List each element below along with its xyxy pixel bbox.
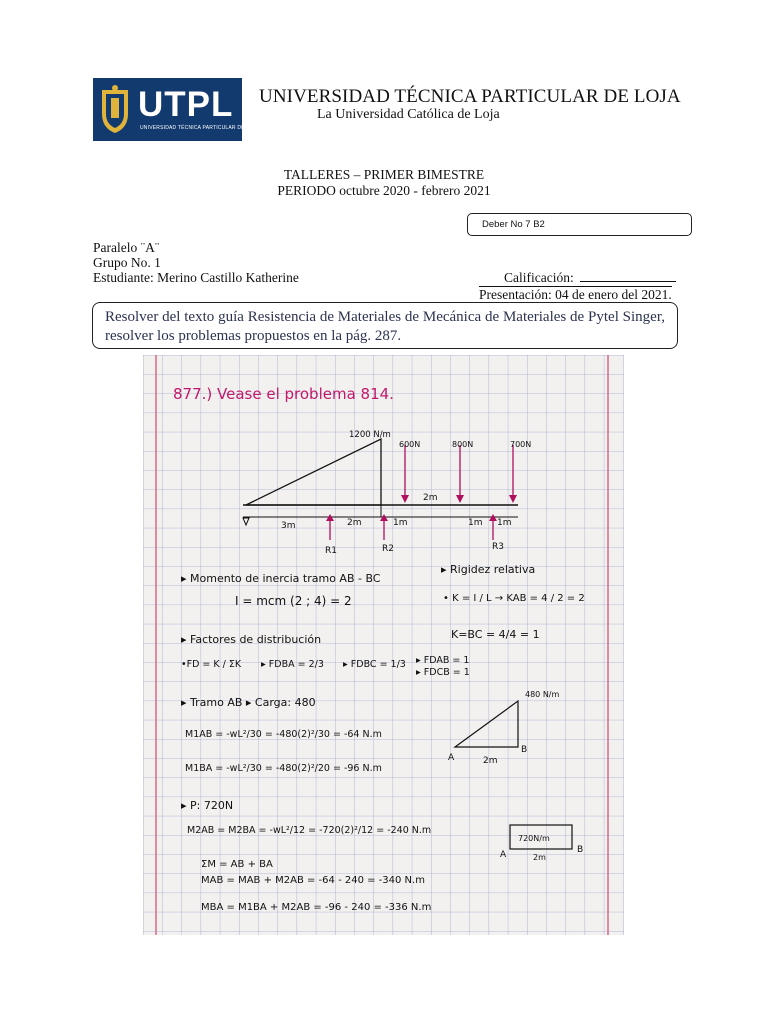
group-line: Grupo No. 1 xyxy=(93,255,161,270)
hw-eq-fd: •FD = K / ΣK xyxy=(181,659,242,670)
assignment-box xyxy=(467,213,692,236)
utpl-logo xyxy=(93,78,260,141)
hw-eq-fdba: ▸ FDBA = 2/3 xyxy=(261,659,324,670)
notebook-page-drawing xyxy=(143,355,624,935)
hw-eq-fdab: ▸ FDAB = 1 xyxy=(416,655,470,666)
hw-dim-2m-top: 2m xyxy=(423,493,438,503)
hw-r2: R2 xyxy=(382,544,394,554)
hw-load-max: 1200 N/m xyxy=(349,430,391,440)
handwritten-solution-photo xyxy=(143,355,624,935)
student-line: Estudiante: Merino Castillo Katherine xyxy=(93,270,299,285)
hw-p3: 700N xyxy=(510,440,532,449)
hw-heading-p: ▸ P: 720N xyxy=(181,799,234,812)
hw-tri-b: B xyxy=(521,745,528,755)
hw-tri-a: A xyxy=(448,753,455,763)
hw-heading-factores: ▸ Factores de distribución xyxy=(181,633,322,646)
hw-eq-mba: MBA = M1BA + M2AB = -96 - 240 = -336 N.m xyxy=(201,902,432,913)
hw-dim-1m-b: 1m xyxy=(468,518,483,528)
hw-p1: 600N xyxy=(399,440,421,449)
hw-eq-kbc: K=BC = 4/4 = 1 xyxy=(451,628,540,641)
hw-eq-fdcb: ▸ FDCB = 1 xyxy=(416,667,470,678)
hw-dim-1m-a: 1m xyxy=(393,518,408,528)
hw-problem-title: 877.) Vease el problema 814. xyxy=(173,385,394,403)
grade-label: Calificación: xyxy=(504,270,574,285)
hw-eq-k1: • K = I / L → KAB = 4 / 2 = 2 xyxy=(443,593,585,604)
university-name: UNIVERSIDAD TÉCNICA PARTICULAR DE LOJA xyxy=(259,86,681,107)
hw-r3: R3 xyxy=(492,542,504,552)
hw-eq-m1ba: M1BA = -wL²/30 = -480(2)²/20 = -96 N.m xyxy=(185,763,382,774)
hw-eq-m1ab: M1AB = -wL²/30 = -480(2)²/30 = -64 N.m xyxy=(185,729,382,740)
hw-tri-load: 480 N/m xyxy=(525,690,560,699)
hw-rect-load: 720N/m xyxy=(518,834,550,843)
grade-blank-line xyxy=(580,271,676,282)
hw-heading-moment: ▸ Momento de inercia tramo AB - BC xyxy=(181,572,381,585)
hw-dim-2m: 2m xyxy=(347,518,362,528)
instructions-box xyxy=(92,302,678,349)
hw-rect-len: 2m xyxy=(533,853,546,862)
hw-r1: R1 xyxy=(325,546,337,556)
logo-brand-subtext: UNIVERSIDAD TÉCNICA PARTICULAR DE LOJA xyxy=(140,125,260,131)
hw-rect-a: A xyxy=(500,850,507,860)
instructions-text: Resolver del texto guía Resistencia de Materiales de Mecánica de Materiales de Pytel Singer, resolver los problemas propuestos en la pág. 287. xyxy=(105,309,665,344)
parallel-line: Paralelo ¨A¨ xyxy=(93,240,160,255)
workshop-title: TALLERES – PRIMER BIMESTRE xyxy=(283,167,485,182)
logo-brand-text: UTPL xyxy=(138,85,234,124)
grade-field xyxy=(504,270,676,286)
university-subtitle: La Universidad Católica de Loja xyxy=(317,107,500,122)
hw-eq-inertia: I = mcm (2 ; 4) = 2 xyxy=(235,594,352,608)
hw-heading-tramo: ▸ Tramo AB ▸ Carga: 480 xyxy=(181,696,316,709)
period-line: PERIODO octubre 2020 - febrero 2021 xyxy=(277,183,491,198)
hw-rect-b: B xyxy=(577,845,584,855)
hw-tri-len: 2m xyxy=(483,756,498,766)
hw-dim-3m: 3m xyxy=(281,521,296,531)
presentation-date: Presentación: 04 de enero del 2021. xyxy=(479,287,672,302)
shield-crest-icon xyxy=(99,84,131,135)
assignment-label: Deber No 7 B2 xyxy=(482,219,545,230)
hw-eq-m2: M2AB = M2BA = -wL²/12 = -720(2)²/12 = -240 N.m xyxy=(187,825,432,836)
hw-heading-rigidez: ▸ Rigidez relativa xyxy=(441,563,536,576)
hw-eq-mab: MAB = MAB + M2AB = -64 - 240 = -340 N.m xyxy=(201,875,425,886)
hw-eq-sum: ΣM = AB + BA xyxy=(201,859,273,870)
hw-p2: 800N xyxy=(452,440,474,449)
hw-dim-1m-c: 1m xyxy=(497,518,512,528)
hw-eq-fdbc: ▸ FDBC = 1/3 xyxy=(343,659,406,670)
